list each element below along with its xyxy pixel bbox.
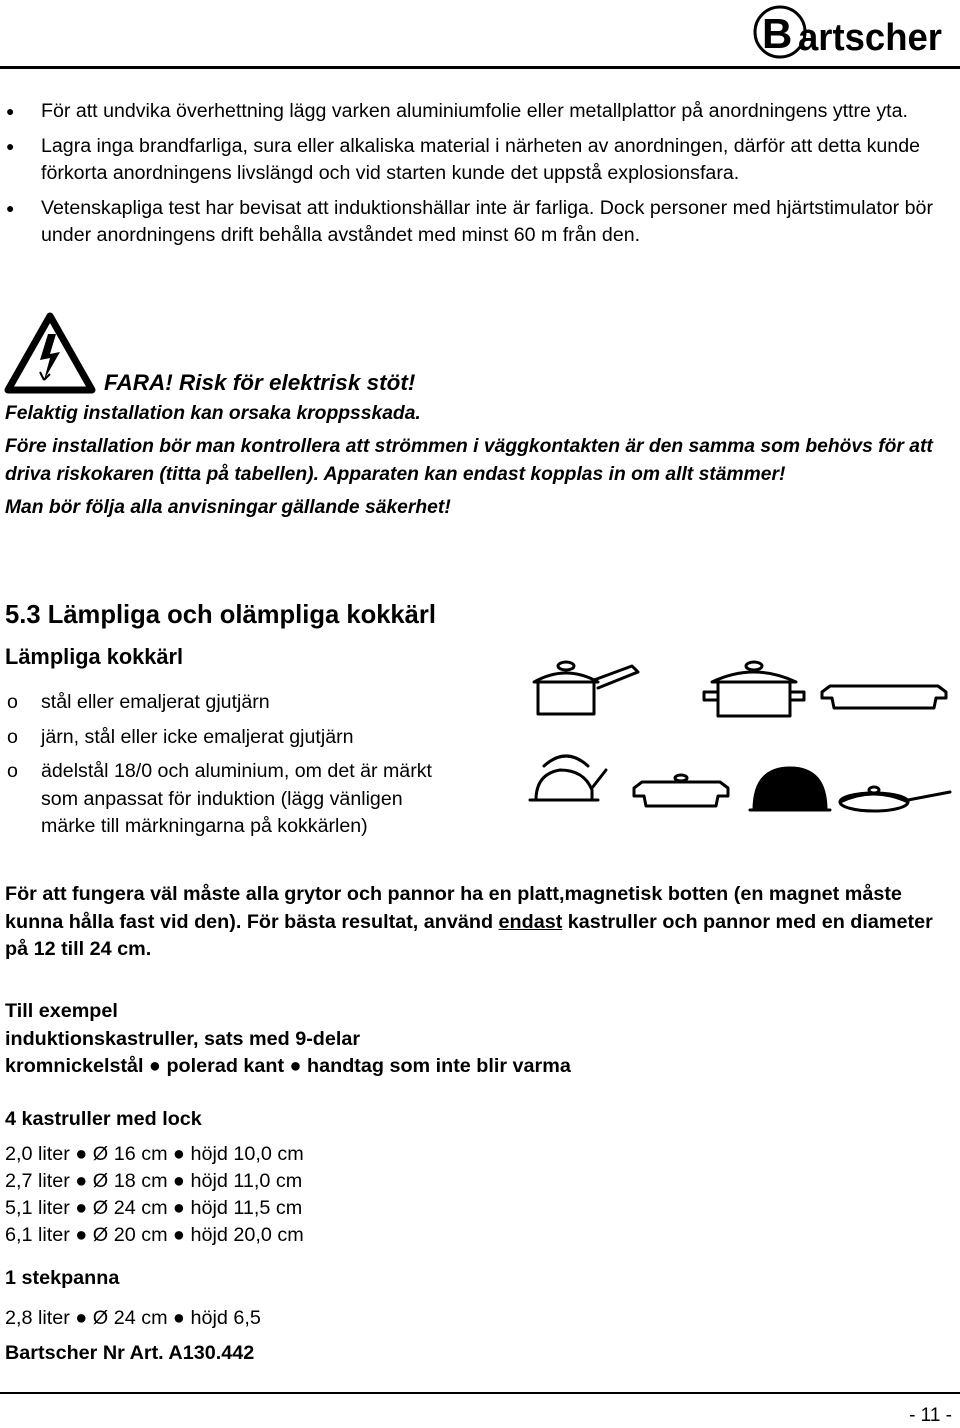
warning-text [5,400,955,527]
svg-text:B: B [762,10,793,57]
header-rule [0,66,960,69]
section-subtitle: Lämpliga kokkärl [5,644,184,669]
frying-pan-icon [840,787,950,811]
pots-spec-list [5,1141,304,1249]
saucepan-icon [534,662,638,714]
list-item: o stål eller emaljerat gjutjärn [0,689,440,717]
logo-text: artscher [798,17,943,59]
warning-heading: FARA! Risk för elektrisk stöt! [104,370,416,395]
bullet-item: ● Lagra inga brandfarliga, sura eller alkaliska material i närheten av anordningen, därför att detta kunde förkorta anordningens livslängd och vid starten kunde det uppstå explosionsfara. [6,135,920,184]
circle-bullet-icon: o [7,691,18,713]
example-heading: Till exempel induktionskastruller, sats med 9-delar kromnickelstål ● polerad kant ● handtag som inte blir varma [5,1000,571,1077]
article-number: Bartscher Nr Art. A130.442 [5,1342,255,1364]
cookware-illustration [522,650,954,846]
stockpot-icon [704,662,804,716]
list-item: o ädelstål 18/0 och aluminium, om det är märkt som anpassat för induktion (lägg vänligen märke till märkningarna på kokkärlen) [7,760,432,837]
warning-line: Man bör följa alla anvisningar gällande säkerhet! [5,497,451,518]
list-item: o järn, stål eller icke emaljerat gjutjärn [0,724,440,752]
circle-bullet-icon: o [7,760,18,782]
safety-bullet-list [0,98,950,257]
circle-bullet-icon: o [7,725,18,748]
bartscher-logo [752,4,946,60]
footer-rule [0,1392,960,1394]
page-number: - 11 - [909,1405,952,1426]
pan-spec: 2,8 liter ● Ø 24 cm ● höjd 6,5 [5,1307,261,1329]
roasting-pan-icon [822,686,946,708]
kettle-icon [530,756,606,800]
bullet-dot-icon: ● [6,138,15,154]
warning-line: Före installation bör man kontrollera att strömmen i väggkontakten är den samma som behövs för att driva riskokaren (titta på tabellen). Apparaten kan endast kopplas in om allt stämmer! [5,436,933,485]
section-title: 5.3 Lämpliga och olämpliga kokkärl [5,601,436,629]
magnet-paragraph: För att fungera väl måste alla grytor och pannor ha en platt,magnetisk botten (en magnet måste kunna hålla fast vid den). För bästa resultat, använd endast kastruller och pannor med en diameter på 12 till 24 cm. [5,883,933,960]
warning-line: Felaktig installation kan orsaka kroppsskada. [5,403,421,424]
emphasis-underlined: endast [498,910,563,933]
spec-row: 6,1 liter ● Ø 20 cm ● höjd 20,0 cm [5,1224,304,1246]
suitable-cookware-list [0,689,440,848]
bullet-item: ● För att undvika överhettning lägg varken aluminiumfolie eller metallplattor på anordningens yttre yta. [0,98,950,125]
bullet-dot-icon: ● [6,200,15,216]
spec-row: 2,7 liter ● Ø 18 cm ● höjd 11,0 cm [5,1170,303,1192]
spec-row: 5,1 liter ● Ø 24 cm ● höjd 11,5 cm [5,1197,303,1219]
dome-lid-icon [750,768,830,810]
bullet-item: ● Vetenskapliga test har bevisat att induktionshällar inte är farliga. Dock personer med hjärtstimulator bör under anordningens drift behålla avståndet med minst 60 m från den. [6,197,933,246]
casserole-icon [634,775,728,806]
high-voltage-warning-icon [4,312,96,394]
pots-label: 4 kastruller med lock [5,1108,202,1130]
bullet-dot-icon: ● [6,103,15,119]
spec-row: 2,0 liter ● Ø 16 cm ● höjd 10,0 cm [5,1143,304,1165]
pan-label: 1 stekpanna [5,1267,120,1289]
